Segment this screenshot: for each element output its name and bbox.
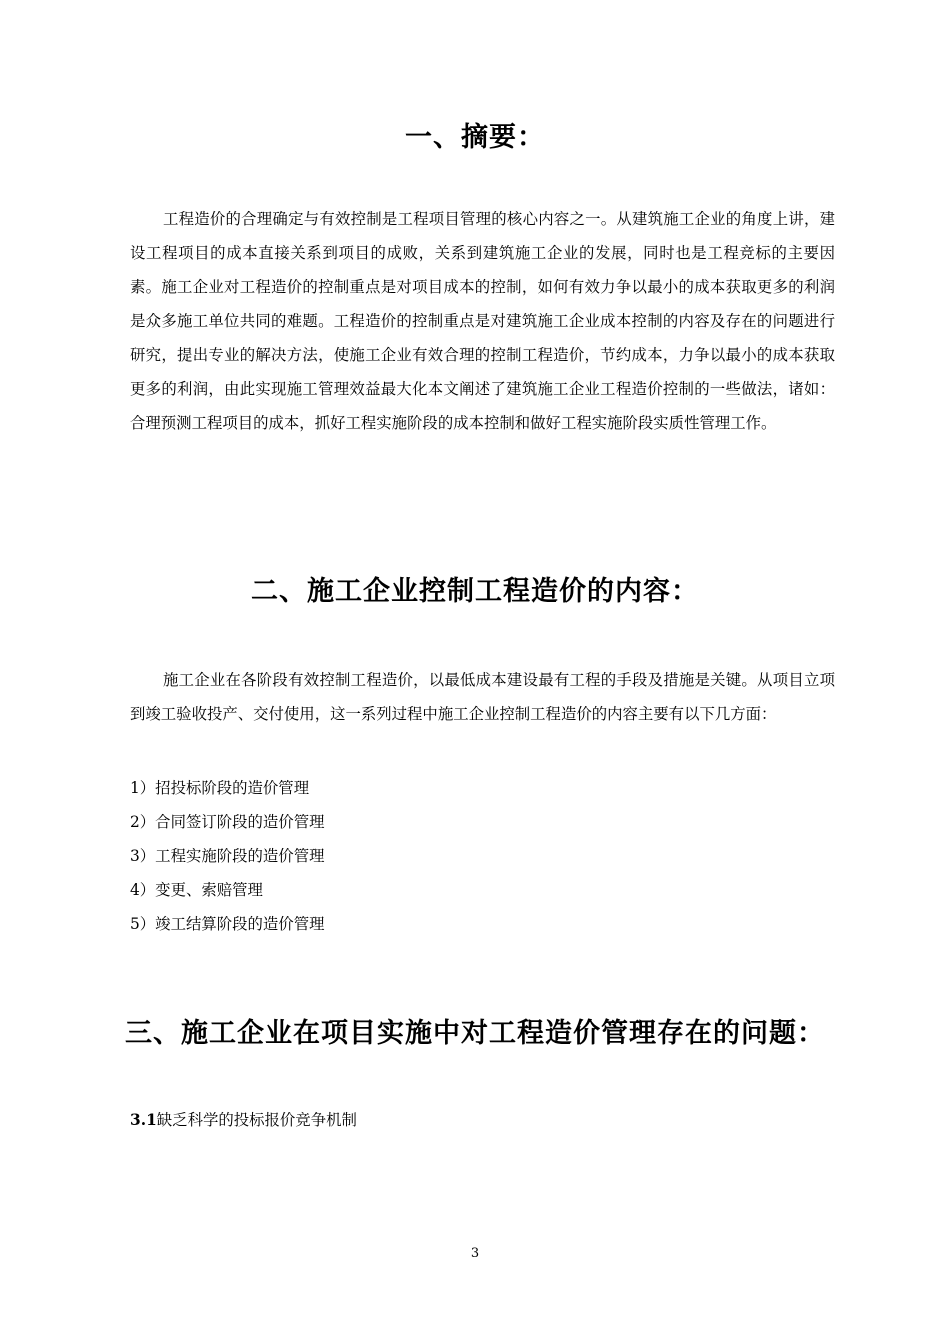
subsection-number: 3.1 — [130, 1111, 157, 1129]
section-heading-content: 二、施工企业控制工程造价的内容： — [251, 576, 699, 607]
content-intro-paragraph: 施工企业在各阶段有效控制工程造价，以最低成本建设最有工程的手段及措施是关键。从项目立项到竣工验收投产、交付使用，这一系列过程中施工企业控制工程造价的内容主要有以下几方面： — [130, 671, 835, 723]
content-list — [130, 771, 324, 941]
section-heading-abstract: 一、摘要： — [405, 122, 545, 153]
list-item: 3）工程实施阶段的造价管理 — [130, 847, 325, 865]
section-heading-problems: 三、施工企业在项目实施中对工程造价管理存在的问题： — [125, 1018, 825, 1049]
subsection-heading — [130, 1103, 357, 1137]
list-item: 4）变更、索赔管理 — [130, 881, 263, 899]
list-item: 1）招投标阶段的造价管理 — [130, 779, 310, 797]
page-number: 3 — [470, 1246, 480, 1261]
subsection-title: 缺乏科学的投标报价竞争机制 — [156, 1111, 357, 1129]
abstract-paragraph: 工程造价的合理确定与有效控制是工程项目管理的核心内容之一。从建筑施工企业的角度上讲，建设工程项目的成本直接关系到项目的成败，关系到建筑施工企业的发展，同时也是工程竞标的主要因素。施工企业对工程造价的控制重点是对项目成本的控制，如何有效力争以最小的成本获取更多的利润是众多施工单位共同的难题。工程造价的控制重点是对建筑施工企业成本控制的内容及存在的问题进行研究，提出专业的解决方法，使施工企业有效合理的控制工程造价，节约成本，力争以最小的成本获取更多的利润，由此实现施工管理效益最大化本文阐述了建筑施工企业工程造价控制的一些做法，诸如：合理预测工程项目的成本，抓好工程实施阶段的成本控制和做好工程实施阶段实质性管理工作。 — [130, 210, 835, 432]
list-item: 5）竣工结算阶段的造价管理 — [130, 915, 325, 933]
list-item: 2）合同签订阶段的造价管理 — [130, 813, 325, 831]
